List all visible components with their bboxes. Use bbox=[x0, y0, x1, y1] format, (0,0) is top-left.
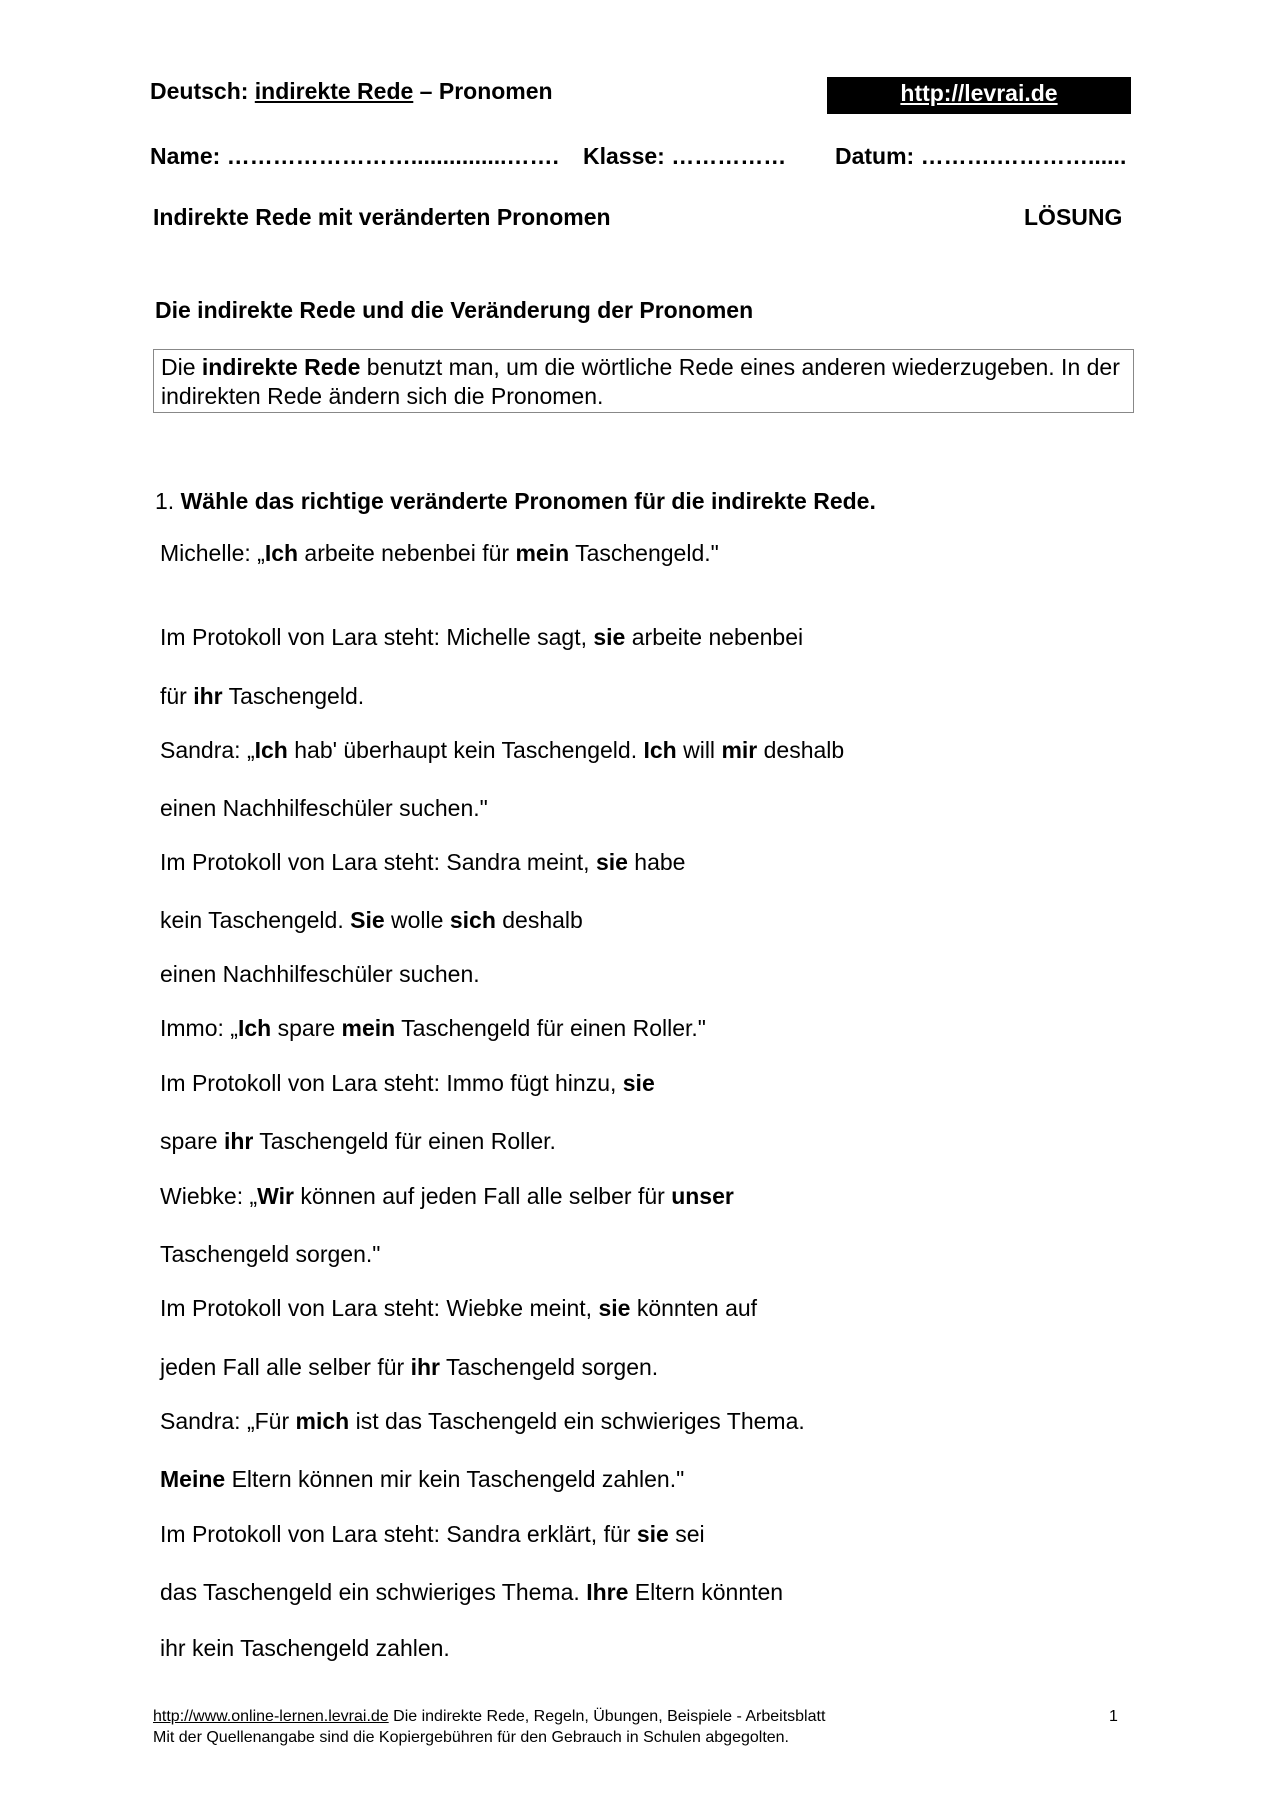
pronoun: sie bbox=[636, 1521, 669, 1547]
line-text: Immo: „ bbox=[160, 1015, 238, 1041]
line-text: deshalb bbox=[495, 907, 583, 933]
line-text: spare bbox=[271, 1015, 342, 1041]
line-text: sei bbox=[668, 1521, 705, 1547]
line-text: Taschengeld." bbox=[569, 540, 719, 566]
exercise-line bbox=[160, 737, 844, 764]
line-text: für bbox=[160, 683, 194, 709]
exercise-line bbox=[160, 1521, 705, 1548]
exercise-line bbox=[160, 1295, 757, 1322]
name-field: Name: ……………………...............……. bbox=[150, 143, 559, 169]
line-text: arbeite nebenbei für bbox=[298, 540, 516, 566]
pronoun: sich bbox=[449, 907, 496, 933]
subject-prefix: Deutsch: bbox=[150, 78, 255, 104]
pronoun: Ich bbox=[264, 540, 299, 566]
line-text: spare bbox=[160, 1128, 224, 1154]
pronoun: ihr bbox=[410, 1354, 440, 1380]
exercise-line bbox=[160, 1354, 658, 1381]
exercise-line bbox=[160, 1128, 556, 1155]
line-text: hab' überhaupt kein Taschengeld. bbox=[287, 737, 644, 763]
date-field: Datum: ……….…………...... bbox=[835, 143, 1127, 169]
line-text: einen Nachhilfeschüler suchen." bbox=[160, 795, 488, 821]
exercise-line bbox=[160, 1183, 734, 1210]
line-text: können auf jeden Fall alle selber für bbox=[294, 1183, 672, 1209]
line-text: Taschengeld sorgen." bbox=[160, 1241, 381, 1267]
exercise-line bbox=[160, 1579, 783, 1606]
line-text: kein Taschengeld. bbox=[160, 907, 351, 933]
exercise-line bbox=[160, 683, 364, 710]
rule-term: indirekte Rede bbox=[201, 354, 361, 380]
line-text: Michelle: „ bbox=[160, 540, 265, 566]
exercise-line bbox=[160, 1241, 380, 1268]
line-text: Taschengeld für einen Roller. bbox=[253, 1128, 556, 1154]
rule-box bbox=[153, 349, 1134, 413]
pronoun: Ich bbox=[643, 737, 677, 763]
exercise-line bbox=[160, 907, 583, 934]
line-text: habe bbox=[627, 849, 686, 875]
rule-text-2: benutzt man, um die wörtliche Rede eines anderen wiederzugeben. In der indirekten Rede ändern sich die Pronomen. bbox=[161, 354, 1120, 409]
line-text: Im Protokoll von Lara steht: Wiebke meint, bbox=[160, 1295, 599, 1321]
pronoun: Wir bbox=[257, 1183, 294, 1209]
exercise-line bbox=[160, 624, 803, 651]
exercise-line bbox=[160, 795, 488, 822]
pronoun: ihr bbox=[223, 1128, 254, 1154]
exercise-line bbox=[160, 849, 685, 876]
subject-suffix: – Pronomen bbox=[413, 78, 553, 104]
exercise-line bbox=[160, 1015, 706, 1042]
pronoun: sie bbox=[595, 849, 628, 875]
class-field: Klasse: …………… bbox=[583, 143, 787, 169]
line-text: deshalb bbox=[757, 737, 845, 763]
line-text: einen Nachhilfeschüler suchen. bbox=[160, 961, 480, 987]
exercise-line bbox=[160, 540, 719, 567]
rule-text-1: Die bbox=[161, 354, 202, 380]
worksheet-title: Indirekte Rede mit veränderten Pronomen bbox=[153, 204, 611, 230]
line-text: Taschengeld. bbox=[222, 683, 365, 709]
pronoun: sie bbox=[598, 1295, 631, 1321]
line-text: will bbox=[676, 737, 722, 763]
line-text: Taschengeld für einen Roller." bbox=[395, 1015, 706, 1041]
exercise-line bbox=[160, 1070, 655, 1097]
footer-line bbox=[153, 1708, 825, 1726]
footer-copyright: Mit der Quellenangabe sind die Kopiergebühren für den Gebrauch in Schulen abgegolten. bbox=[153, 1729, 789, 1746]
page-number: 1 bbox=[1109, 1708, 1118, 1725]
line-text: Eltern können mir kein Taschengeld zahlen." bbox=[225, 1466, 685, 1492]
solution-label: LÖSUNG bbox=[1024, 204, 1123, 230]
line-text: Taschengeld sorgen. bbox=[439, 1354, 659, 1380]
exercise-line bbox=[160, 961, 480, 988]
line-text: wolle bbox=[384, 907, 450, 933]
pronoun: mein bbox=[341, 1015, 396, 1041]
pronoun: mir bbox=[721, 737, 758, 763]
line-text: ihr kein Taschengeld zahlen. bbox=[160, 1635, 450, 1661]
pronoun: sie bbox=[622, 1070, 655, 1096]
task-instruction: Wähle das richtige veränderte Pronomen für die indirekte Rede. bbox=[180, 488, 876, 514]
exercise-line bbox=[160, 1408, 805, 1435]
line-text: Sandra: „ bbox=[160, 737, 255, 763]
section-title: Die indirekte Rede und die Veränderung der Pronomen bbox=[155, 297, 754, 323]
task-number: 1. bbox=[155, 488, 181, 514]
line-text: Im Protokoll von Lara steht: Immo fügt hinzu, bbox=[160, 1070, 623, 1096]
subject-heading bbox=[150, 78, 553, 105]
pronoun: Ihre bbox=[586, 1579, 629, 1605]
line-text: jeden Fall alle selber für bbox=[160, 1354, 411, 1380]
pronoun: mein bbox=[515, 540, 570, 566]
line-text: Wiebke: „ bbox=[160, 1183, 258, 1209]
pronoun: Ich bbox=[254, 737, 288, 763]
website-link[interactable]: http://levrai.de bbox=[827, 77, 1131, 114]
exercise-line bbox=[160, 1635, 450, 1662]
line-text: Eltern könnten bbox=[628, 1579, 784, 1605]
line-text: Im Protokoll von Lara steht: Sandra erklärt, für bbox=[160, 1521, 637, 1547]
line-text: arbeite nebenbei bbox=[625, 624, 804, 650]
pronoun: Sie bbox=[350, 907, 385, 933]
subject-topic: indirekte Rede bbox=[254, 78, 414, 104]
line-text: ist das Taschengeld ein schwieriges Thema. bbox=[349, 1408, 805, 1434]
line-text: Sandra: „Für bbox=[160, 1408, 296, 1434]
line-text: könnten auf bbox=[630, 1295, 758, 1321]
pronoun: mich bbox=[295, 1408, 350, 1434]
pronoun: Ich bbox=[237, 1015, 272, 1041]
exercise-line bbox=[160, 1466, 684, 1493]
line-text: das Taschengeld ein schwieriges Thema. bbox=[160, 1579, 587, 1605]
footer-link[interactable]: http://www.online-lernen.levrai.de bbox=[153, 1708, 389, 1725]
pronoun: sie bbox=[593, 624, 626, 650]
footer-text: Die indirekte Rede, Regeln, Übungen, Beispiele - Arbeitsblatt bbox=[388, 1708, 826, 1725]
pronoun: Meine bbox=[160, 1466, 226, 1492]
pronoun: unser bbox=[671, 1183, 734, 1209]
line-text: Im Protokoll von Lara steht: Sandra meint, bbox=[160, 849, 596, 875]
task-heading bbox=[155, 488, 876, 515]
line-text: Im Protokoll von Lara steht: Michelle sagt, bbox=[160, 624, 594, 650]
pronoun: ihr bbox=[193, 683, 223, 709]
